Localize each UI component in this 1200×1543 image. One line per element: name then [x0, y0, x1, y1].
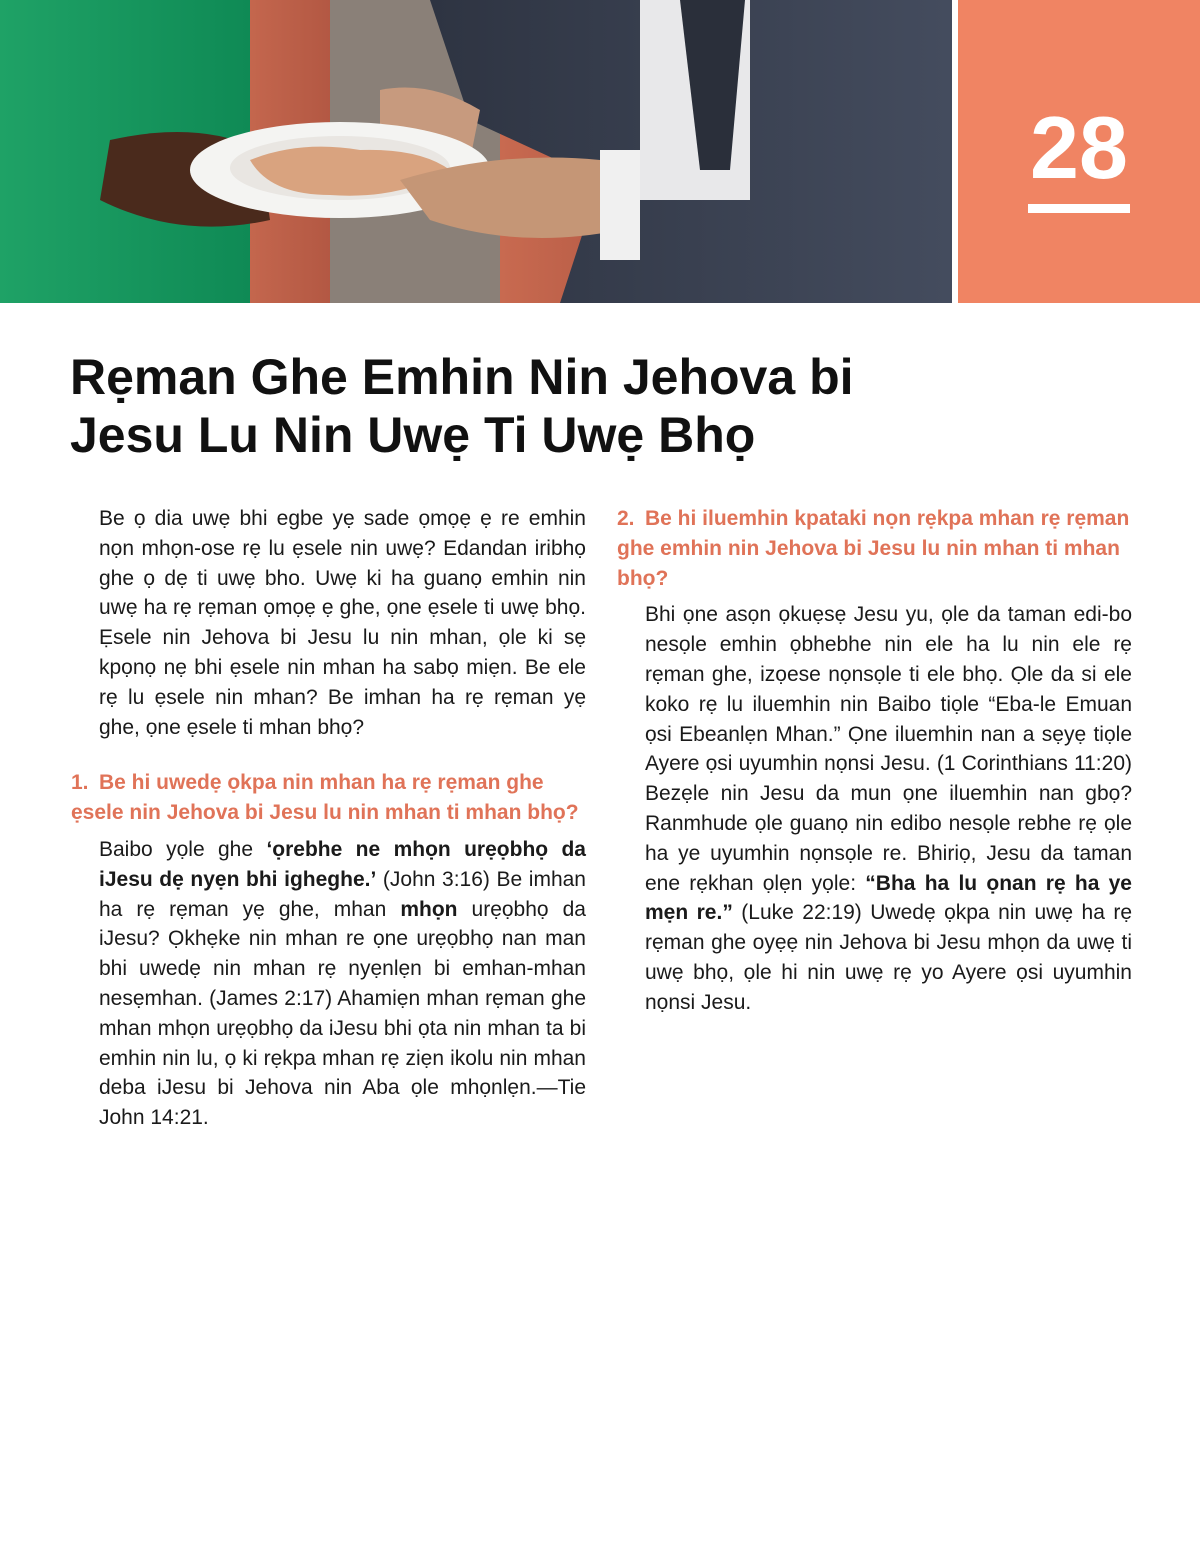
emphasis: mhọn [400, 897, 458, 921]
question-text: Be hi uwedẹ ọkpa nin mhan ha rẹ rẹman ghe ẹsele nin Jehova bi Jesu lu nin mhan ti mhan bhọ? [71, 771, 579, 825]
lesson-number: 28 [1030, 98, 1128, 197]
scripture-quote: “Bha ha lu ọnan rẹ ha ye mẹn re.” [645, 871, 1132, 925]
question-text: Be hi iluemhin kpataki nọn rẹkpa mhan rẹ rẹman ghe emhin nin Jehova bi Jesu lu nin mhan ti mhan bhọ? [617, 507, 1130, 590]
section-2-body [645, 600, 1132, 1017]
lesson-number-badge [958, 0, 1200, 303]
right-column [617, 504, 1132, 1018]
body-text: (John 3:16) Be imhan ha rẹ rẹman yẹ ghe, mhan [99, 867, 586, 921]
badge-underline [1028, 204, 1130, 213]
scripture-quote: ‘ọrebhe ne mhọn urẹọbhọ da iJesu dẹ nyẹn bhi igheghe.’ [99, 837, 586, 891]
section-1-body [99, 835, 586, 1133]
question-heading-2 [617, 504, 1132, 593]
body-text: urẹọbhọ da iJesu? Ọkhẹke nin mhan re ọne urẹọbhọ nan man bhi uwedẹ nin mhan rẹ nyẹnlẹn bi emhan-mhan nesẹmhan. (James 2:17) Ahamiẹn mhan rẹman ghe mhan mhọn urẹọbhọ da iJesu bhi ọta nin mhan ta bi emhin nin lu, ọ ki rẹkpa mhan rẹ ziẹn ikolu nin mhan deba iJesu bi Jehova nin Aba ọle mhọnlẹn.—Tie John 14:21. [99, 897, 586, 1130]
question-number: 1. [71, 771, 89, 795]
body-text: (Luke 22:19) Uwedẹ ọkpa nin uwẹ ha rẹ rẹman ghe oyẹẹ nin Jehova bi Jesu mhọn da uwẹ ti uwẹ bhọ, ọle hi nin uwẹ rẹ yo Ayere ọsi uyumhin nọnsi Jesu. [645, 901, 1132, 1014]
body-text: Baibo yọle ghe [99, 837, 267, 861]
photo-hands-passing-bread-plate [0, 0, 952, 303]
page-title: Rẹman Ghe Emhin Nin Jehova bi Jesu Lu Nin Uwẹ Ti Uwẹ Bhọ [70, 349, 854, 463]
question-number: 2. [617, 507, 635, 530]
body-text: Bhi ọne asọn ọkuẹsẹ Jesu yu, ọle da taman edi-bo nesọle emhin ọbhebhe nin ele ha lu nin ele rẹ rẹman ghe, izọese nọnsọle ti ele bhọ. Ọle da si ele koko rẹ lu iluemhin nin Baibo tiọle “Eba-le Emuan ọsi Ebeanlẹn Mhan.” Ọne iluemhin nan a sẹyẹ tiọle Ayere ọsi uyumhin nọnsi Jesu. (1 Corinthians 11:20) Bezẹle nin Jesu da mun ọne iluemhin nan gbọ? Ranmhude ọle guanọ nin edibo nesọle rebhe rẹ ọle ha ye uyumhin nọnsọle re. Bhiriọ, Jesu da taman ene rẹkhan ọlẹn yọle: [645, 603, 1132, 895]
left-column [71, 504, 586, 1133]
lesson-photo [0, 0, 952, 303]
intro-paragraph: Be ọ dia uwẹ bhi egbe yẹ sade ọmọẹ ẹ re emhin nọn mhọn-ose rẹ lu ẹsele nin uwẹ? Edandan iribhọ ghe ọ dẹ ti uwẹ bho. Uwẹ ki ha guanọ emhin nin uwẹ ha rẹ rẹman ọmọẹ ẹ ghe, ọne ẹsele ti uwẹ bhọ. Ẹsele nin Jehova bi Jesu lu nin mhan, ọle ki sẹ kpọnọ nẹ bhi ẹsele nin mhan ha sabọ miẹn. Be ele rẹ lu ẹsele nin mhan? Be imhan ha rẹ rẹman yẹ ghe, ọne ẹsele ti mhan bhọ? [99, 507, 586, 739]
question-heading-1 [71, 768, 586, 828]
